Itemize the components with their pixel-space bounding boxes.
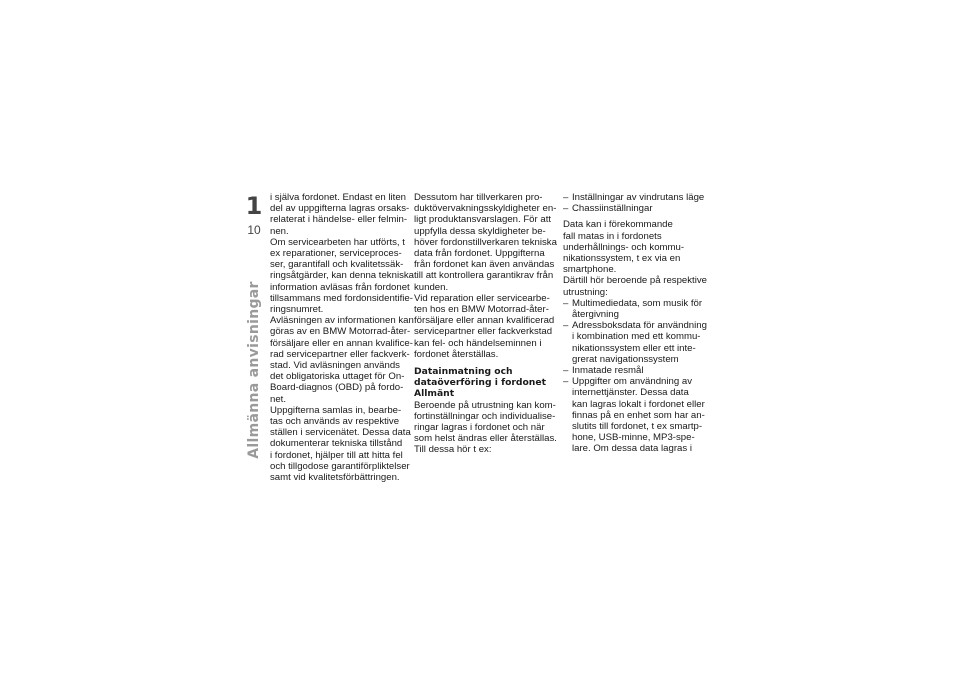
text-line: som helst ändras eller återställas. bbox=[414, 433, 557, 445]
text-line: stad. Vid avläsningen används bbox=[270, 360, 400, 372]
text-line: Om servicearbeten har utförts, t bbox=[270, 236, 405, 248]
text-line: fall matas in i fordonets bbox=[563, 230, 662, 242]
text-line: tas och används av respektive bbox=[270, 416, 400, 428]
text-line: grerat navigationssystem bbox=[572, 353, 679, 365]
text-line: i fordonet, hjälper till att hitta fel bbox=[270, 449, 403, 461]
text-line: utrustning: bbox=[563, 286, 608, 298]
text-line: Data kan i förekommande bbox=[563, 219, 673, 231]
text-line: underhållnings- och kommu- bbox=[563, 241, 685, 253]
text-line: duktövervakningsskyldigheter en- bbox=[414, 203, 557, 215]
chapter-title-vertical: Allmänna anvisningar bbox=[246, 281, 262, 459]
text-column-1 bbox=[270, 192, 414, 484]
dash-bullet: – bbox=[563, 192, 569, 203]
text-line: rad servicepartner eller fackverk- bbox=[270, 348, 410, 360]
text-line: relaterat i händelse- eller felmin- bbox=[270, 214, 408, 226]
text-line: Chassiinställningar bbox=[572, 203, 653, 215]
chapter-number: 1 bbox=[245, 192, 263, 220]
text-line: fordonet återställas. bbox=[414, 348, 499, 360]
text-line: internettjänster. Dessa data bbox=[572, 387, 689, 399]
section-heading: Datainmatning och bbox=[414, 366, 513, 378]
dash-bullet: – bbox=[563, 297, 569, 309]
text-line: net. bbox=[270, 393, 287, 405]
text-line: uppfylla dessa skyldigheter be- bbox=[414, 225, 546, 237]
text-line: kan lagras lokalt i fordonet eller bbox=[572, 398, 705, 410]
text-line: Inställningar av vindrutans läge bbox=[572, 192, 705, 203]
text-line: nikationssystem eller ett inte- bbox=[572, 342, 696, 354]
text-line: fortinställningar och individualise- bbox=[414, 410, 556, 422]
list-item bbox=[563, 203, 701, 214]
text-line: kan fel- och händelseminnen i bbox=[414, 337, 542, 349]
text-line: Adressboksdata för användning bbox=[572, 320, 707, 332]
dash-bullet: – bbox=[563, 365, 569, 377]
chapter-number-box bbox=[243, 192, 265, 220]
text-line: tillsammans med fordonsidentifie- bbox=[270, 292, 413, 304]
text-line: Avläsningen av informationen kan bbox=[270, 315, 414, 327]
dash-bullet: – bbox=[563, 320, 569, 332]
list-item bbox=[563, 298, 701, 320]
text-line: lare. Om dessa data lagras i bbox=[572, 443, 692, 455]
text-line: ten hos en BMW Motorrad-åter- bbox=[414, 304, 549, 316]
text-line: hone, USB-minne, MP3-spe- bbox=[572, 432, 695, 444]
text-line: ser, garantifall och kvalitetssäk- bbox=[270, 259, 404, 271]
list-item bbox=[563, 376, 705, 455]
text-line: information avläsas från fordonet bbox=[270, 281, 410, 293]
text-line: ringsnumret. bbox=[270, 304, 324, 316]
text-line: Dessutom har tillverkaren pro- bbox=[414, 192, 543, 203]
text-line: nen. bbox=[270, 225, 289, 237]
text-line: Inmatade resmål bbox=[572, 365, 644, 377]
text-line: ringsåtgärder, kan denna tekniska bbox=[270, 270, 414, 282]
text-line: det obligatoriska uttaget för On- bbox=[270, 371, 405, 383]
text-line: dokumenterar tekniska tillstånd bbox=[270, 438, 403, 450]
text-line: till att kontrollera garantikrav från bbox=[414, 270, 554, 282]
text-line: försäljare eller annan kvalificerad bbox=[414, 315, 555, 327]
list-item bbox=[563, 320, 707, 365]
text-line: smartphone. bbox=[563, 264, 617, 276]
text-line: finnas på en enhet som har an- bbox=[572, 409, 705, 421]
text-line: ligt produktansvarslagen. För att bbox=[414, 214, 552, 226]
text-line: nikationssystem, t ex via en bbox=[563, 253, 681, 265]
text-line: återgivning bbox=[572, 309, 619, 321]
text-line: i själva fordonet. Endast en liten bbox=[270, 192, 406, 203]
text-column-3 bbox=[563, 192, 707, 455]
text-line: samt vid kvalitetsförbättringen. bbox=[270, 472, 400, 484]
text-line: Uppgifter om användning av bbox=[572, 376, 692, 388]
list-item bbox=[563, 365, 701, 376]
text-line: servicepartner eller fackverkstad bbox=[414, 326, 553, 338]
subsection-heading: Allmänt bbox=[414, 388, 455, 400]
text-line: från fordonet kan även användas bbox=[414, 259, 555, 271]
text-line: data från fordonet. Uppgifterna bbox=[414, 248, 545, 260]
text-line: ringar lagras i fordonet och när bbox=[414, 422, 545, 434]
text-line: Board-diagnos (OBD) på fordo- bbox=[270, 382, 404, 394]
dash-bullet: – bbox=[563, 376, 569, 388]
text-line: del av uppgifterna lagras orsaks- bbox=[270, 203, 410, 215]
dash-bullet: – bbox=[563, 203, 569, 215]
text-column-2 bbox=[414, 192, 557, 456]
section-heading: dataöverföring i fordonet bbox=[414, 377, 546, 389]
text-line: slutits till fordonet, t ex smartp- bbox=[572, 421, 703, 433]
text-line: Vid reparation eller servicearbe- bbox=[414, 292, 550, 304]
text-line: kunden. bbox=[414, 281, 449, 293]
text-line: ställen i servicenätet. Dessa data bbox=[270, 427, 411, 439]
page-number: 10 bbox=[247, 223, 261, 237]
text-line: göras av en BMW Motorrad-åter- bbox=[270, 326, 411, 338]
text-line: Därtill hör beroende på respektive bbox=[563, 275, 707, 287]
text-line: höver fordonstillverkaren tekniska bbox=[414, 236, 557, 248]
list-item bbox=[563, 192, 705, 203]
text-line: Multimediedata, som musik för bbox=[572, 297, 703, 309]
text-line: Till dessa hör t ex: bbox=[414, 444, 492, 456]
text-line: Uppgifterna samlas in, bearbe- bbox=[270, 404, 402, 416]
text-line: försäljare eller en annan kvalifice- bbox=[270, 337, 413, 349]
text-line: Beroende på utrustning kan kom- bbox=[414, 399, 556, 411]
text-line: ex reparationer, serviceproces- bbox=[270, 248, 402, 260]
text-line: i kombination med ett kommu- bbox=[572, 331, 701, 343]
text-line: och tillgodose garantiförpliktelser bbox=[270, 460, 410, 472]
